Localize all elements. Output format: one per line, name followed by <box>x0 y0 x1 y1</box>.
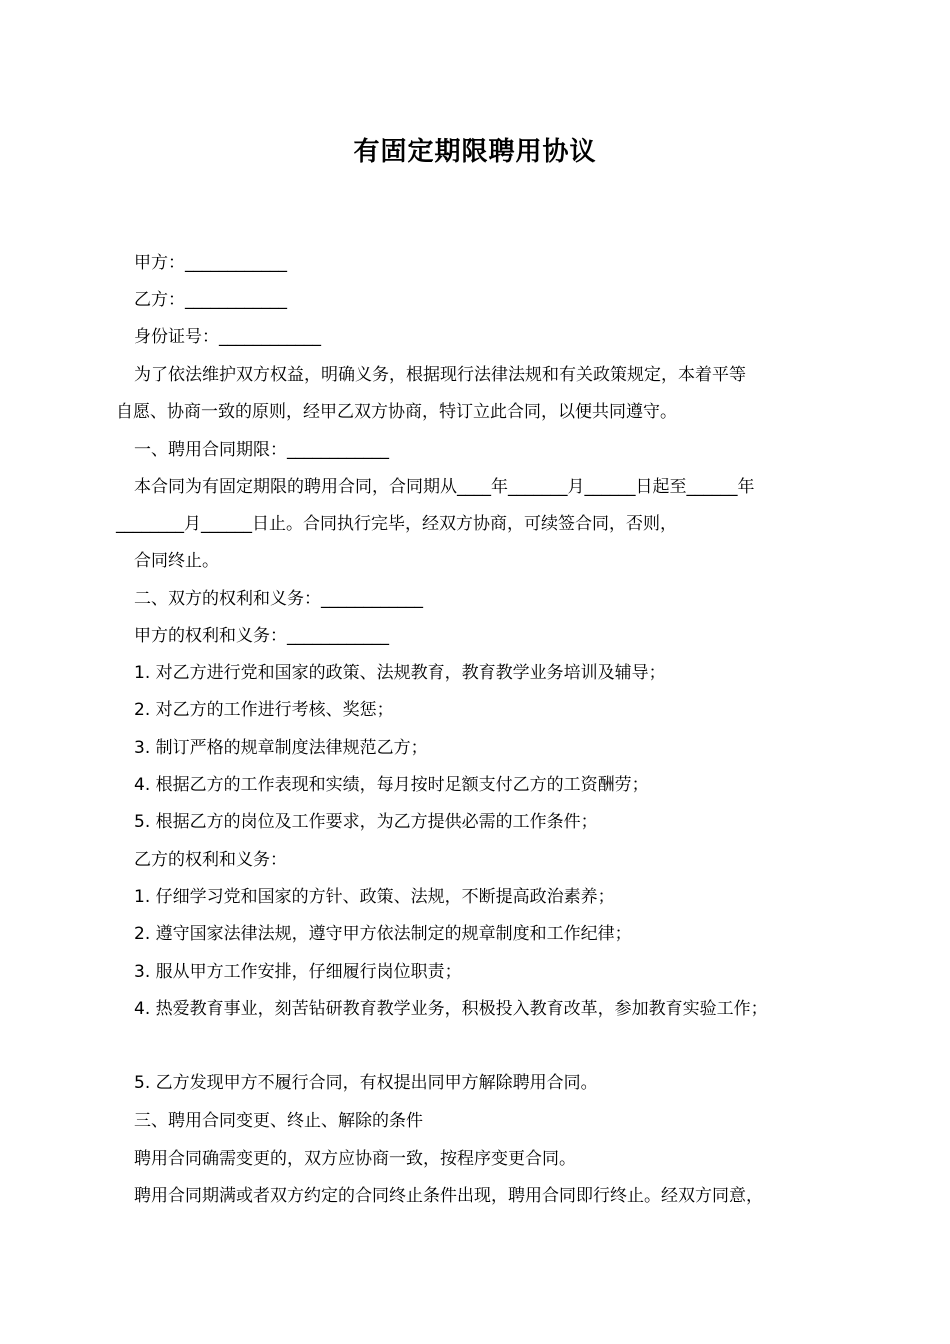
party-b-item-3: 3. 服从甲方工作安排，仔细履行岗位职责； <box>134 962 462 982</box>
section-3-para-2: 聘用合同期满或者双方约定的合同终止条件出现，聘用合同即行终止。经双方同意， <box>134 1186 763 1206</box>
party-a-rights-heading: 甲方的权利和义务：____________ <box>134 626 389 646</box>
party-b-line: 乙方：____________ <box>134 290 287 310</box>
party-b-item-4: 4. 热爱教育事业，刻苦钻研教育教学业务，积极投入教育改革，参加教育实验工作； <box>134 999 768 1019</box>
preamble-line-1: 为了依法维护双方权益，明确义务，根据现行法律法规和有关政策规定，本着平等 <box>134 365 746 385</box>
document-title: 有固定期限聘用协议 <box>353 137 597 167</box>
party-a-item-5: 5. 根据乙方的岗位及工作要求，为乙方提供必需的工作条件； <box>134 812 598 832</box>
party-a-line: 甲方：____________ <box>134 253 287 273</box>
party-a-item-1: 1. 对乙方进行党和国家的政策、法规教育，教育教学业务培训及辅导； <box>134 663 666 683</box>
party-a-item-3: 3. 制订严格的规章制度法律规范乙方； <box>134 738 428 758</box>
section-3-para-1: 聘用合同确需变更的，双方应协商一致，按程序变更合同。 <box>134 1149 576 1169</box>
term-line-1: 本合同为有固定期限的聘用合同，合同期从____年_______月______日起至______年 <box>134 477 755 497</box>
party-b-rights-heading: 乙方的权利和义务： <box>134 850 287 870</box>
section-3-heading: 三、聘用合同变更、终止、解除的条件 <box>134 1111 423 1131</box>
section-1-heading: 一、聘用合同期限：____________ <box>134 440 389 460</box>
party-a-item-2: 2. 对乙方的工作进行考核、奖惩； <box>134 700 394 720</box>
party-b-item-2: 2. 遵守国家法律法规，遵守甲方依法制定的规章制度和工作纪律； <box>134 924 632 944</box>
party-b-item-5: 5. 乙方发现甲方不履行合同，有权提出同甲方解除聘用合同。 <box>134 1073 598 1093</box>
section-2-heading: 二、双方的权利和义务：____________ <box>134 589 423 609</box>
party-a-item-4: 4. 根据乙方的工作表现和实绩，每月按时足额支付乙方的工资酬劳； <box>134 775 649 795</box>
party-b-item-1: 1. 仔细学习党和国家的方针、政策、法规，不断提高政治素养； <box>134 887 615 907</box>
term-line-3: 合同终止。 <box>134 551 219 571</box>
preamble-line-2: 自愿、协商一致的原则，经甲乙双方协商，特订立此合同，以便共同遵守。 <box>116 402 677 422</box>
id-number-line: 身份证号：____________ <box>134 327 321 347</box>
term-line-2: ________月______日止。合同执行完毕，经双方协商，可续签合同，否则， <box>116 514 677 534</box>
